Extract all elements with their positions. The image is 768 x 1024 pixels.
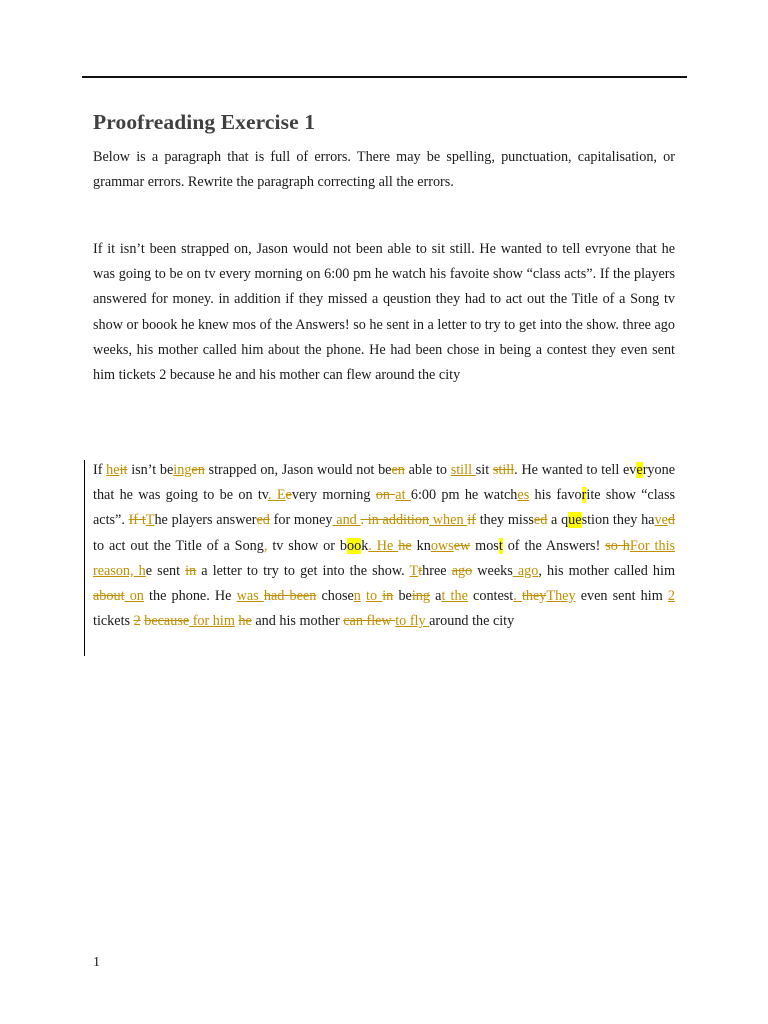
tracked-insertion: . [267, 487, 277, 504]
tracked-deletion: so h [605, 537, 630, 554]
tracked-deletion: about [93, 588, 125, 605]
page-title: Proofreading Exercise 1 [93, 110, 316, 134]
tracked-insertion: n [353, 588, 361, 605]
tracked-insertion: was [236, 588, 264, 605]
tracked-deletion: if [467, 512, 476, 529]
tracked-deletion: . in addition [360, 512, 430, 529]
header-rule [82, 76, 687, 78]
tracked-insertion: and [332, 512, 361, 529]
tracked-deletion: ed [533, 512, 548, 529]
tracked-insertion: E [276, 487, 286, 504]
tracked-insertion: 2 [667, 588, 676, 605]
tracked-deletion: en [191, 462, 205, 478]
tracked-deletion: e [285, 487, 292, 504]
highlighted-text: t [498, 537, 503, 554]
tracked-insertion: to [366, 588, 383, 605]
tracked-deletion: can flew [343, 613, 396, 630]
tracked-insertion: They [546, 588, 576, 605]
tracked-deletion: still [492, 462, 515, 478]
tracked-insertion: , [263, 537, 268, 554]
tracked-insertion: on [124, 588, 144, 605]
tracked-deletion: because [144, 613, 190, 630]
tracked-deletion: ed [256, 512, 270, 529]
tracked-insertion: ing [173, 462, 192, 478]
tracked-insertion: for him [189, 613, 235, 630]
tracked-insertion: T [409, 562, 419, 579]
tracked-insertion: t the [441, 588, 468, 605]
highlighted-text: r [581, 487, 587, 504]
tracked-insertion: still [450, 462, 476, 478]
revision-change-bar [84, 460, 85, 656]
tracked-deletion: in [382, 588, 394, 605]
instructions-paragraph: Below is a paragraph that is full of errors. There may be spelling, punctuation, capitalisation, or grammar errors. Rewrite the paragraph correcting all the errors. [93, 149, 675, 191]
tracked-deletion: he [398, 537, 412, 554]
tracked-deletion: If t [128, 512, 146, 529]
corrected-paragraph: If heit isn’t beingen strapped on, Jason would not been able to still sit still. He wanted to tell everyone that he was going to be on tv. Eevery morning on at 6:00 pm he watches his favorite show “class acts”. If tThe players answered for money and . in addition when if they missed a question they haved to act out the Title of a Song, tv show or book. He he knowsew most of the Answers! so hFor this reason, he sent in a letter to try to get into the show. Tthree ago weeks ago, his mother called him about on the phone. He was had been chosen to in being at the contest. theyThey even sent him 2 tickets 2 because for him he and his mother can flew to fly around the city [93, 462, 676, 630]
highlighted-text: oo [347, 537, 362, 554]
tracked-insertion: he [106, 462, 120, 478]
tracked-insertion: at [395, 487, 411, 504]
tracked-deletion: ing [411, 588, 430, 605]
tracked-insertion: ve [654, 512, 668, 529]
tracked-deletion: it [119, 462, 128, 478]
page-number: 1 [93, 955, 100, 970]
tracked-insertion: ago [512, 562, 539, 579]
tracked-deletion: d [667, 512, 675, 529]
tracked-deletion: had been [263, 588, 317, 605]
tracked-insertion: es [517, 487, 530, 504]
tracked-deletion: ago [451, 562, 473, 579]
tracked-insertion: . [513, 588, 522, 605]
tracked-deletion: he [238, 613, 252, 630]
tracked-deletion: en [391, 462, 405, 478]
tracked-insertion: to fly [395, 613, 430, 630]
tracked-deletion: in [185, 562, 197, 579]
tracked-insertion: when [429, 512, 468, 529]
tracked-deletion: they [521, 588, 547, 605]
tracked-deletion: on [375, 487, 396, 504]
tracked-insertion: He [376, 537, 399, 554]
tracked-insertion: For this reason, h [93, 537, 676, 579]
tracked-insertion: T [145, 512, 155, 529]
highlighted-text: ue [568, 512, 582, 529]
original-paragraph: If it isn’t been strapped on, Jason would not been able to sit still. He wanted to tell evryone that he was going to be on tv every morning on 6:00 pm he watch his favoite show “class acts”. If the players answered for money. in addition if they missed a qeustion they had to act out the Title of a Song tv show or boook he knew mos of the Answers! so he sent in a letter to try to get into the show. three ago weeks, his mother called him about the phone. He had been chose in being a contest they even sent him tickets 2 because he and his mother can flew around the city [93, 241, 675, 384]
tracked-deletion: ew [453, 537, 471, 554]
tracked-insertion: ows [430, 537, 454, 554]
tracked-deletion: 2 [133, 613, 141, 630]
tracked-insertion: . [368, 537, 377, 554]
highlighted-text: e [636, 462, 643, 478]
tracked-deletion: t [418, 562, 423, 579]
